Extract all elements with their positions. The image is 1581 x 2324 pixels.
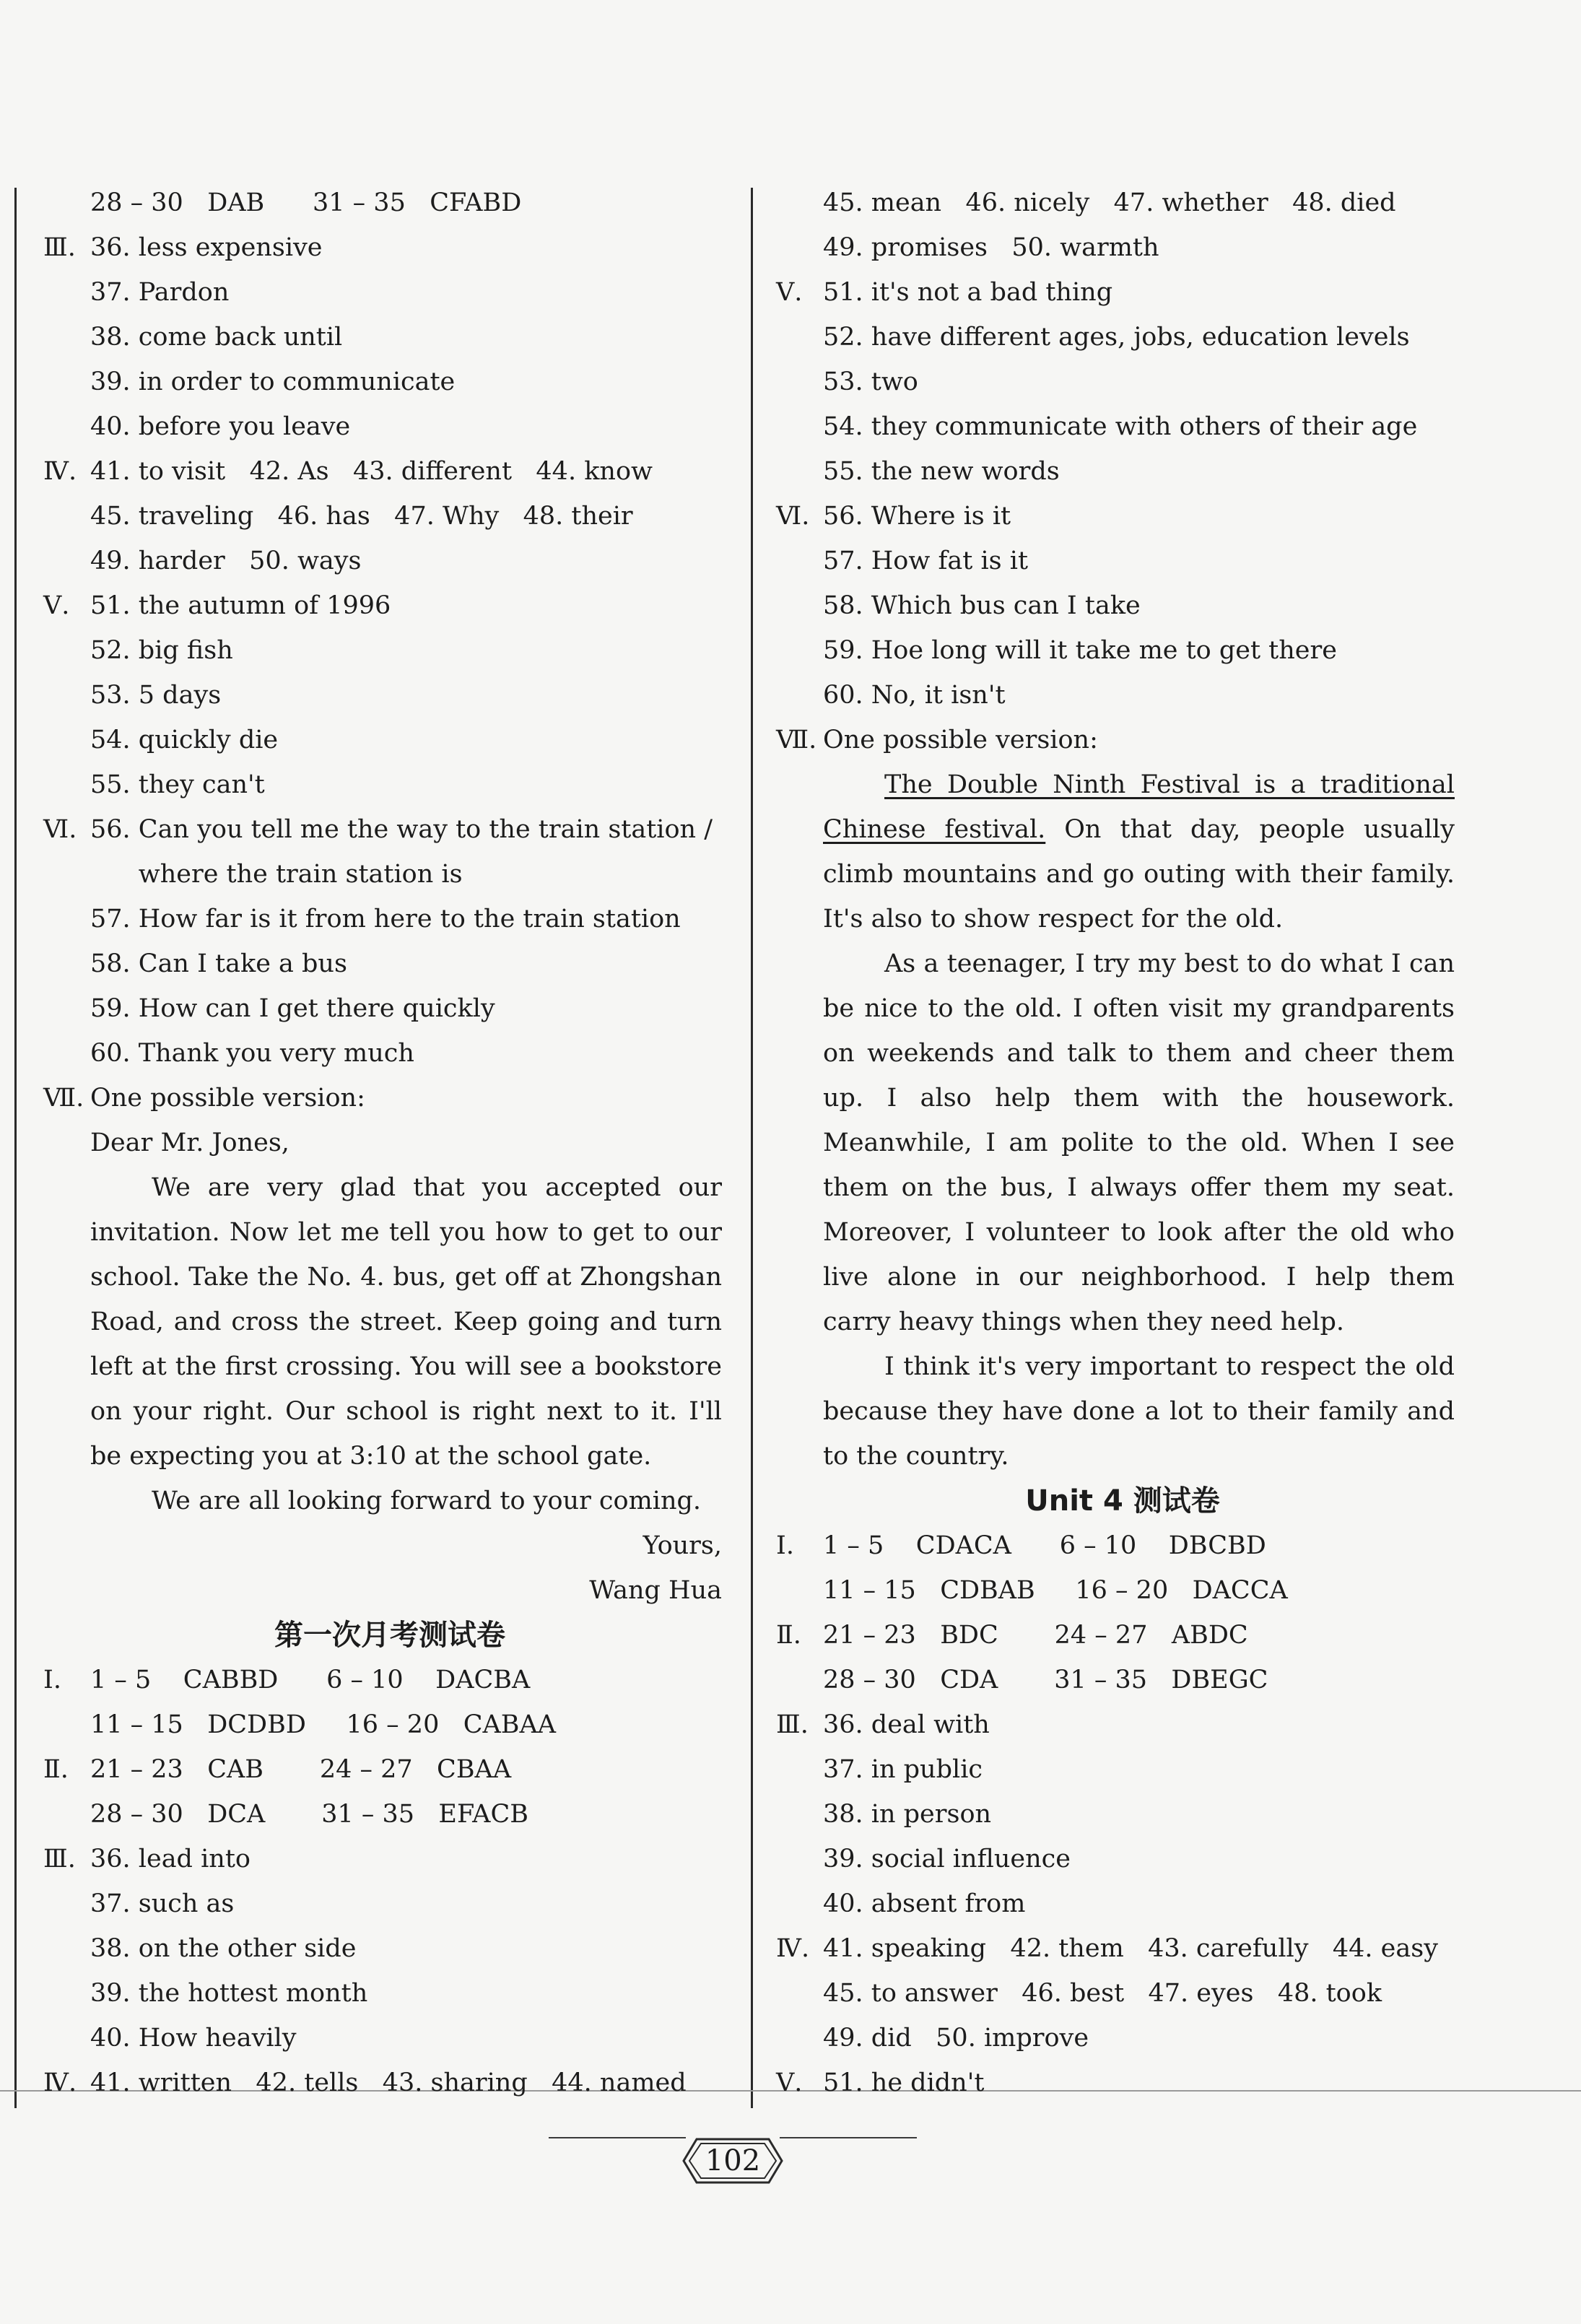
answer-line: Ⅲ. 36. deal with xyxy=(776,1710,990,1739)
section-title-monthly-test: 第一次月考测试卷 xyxy=(274,1619,505,1652)
answer-line: 37. Pardon xyxy=(90,278,230,307)
center-column-rule xyxy=(751,188,753,2108)
answer-line: Ⅲ. 36. less expensive xyxy=(43,233,323,262)
essay-paragraph-1-text: On that day, people usually climb mountains and go outing with their family. It's also to show respect for the old. xyxy=(823,815,1455,933)
section-title-unit4-test: Unit 4 测试卷 xyxy=(1025,1484,1220,1518)
answer-line: 45. traveling 46. has 47. Why 48. their xyxy=(90,502,633,531)
answer-line: 11 – 15 CDBAB 16 – 20 DACCA xyxy=(823,1576,1288,1605)
answer-line: 40. How heavily xyxy=(90,2024,297,2053)
answer-line: Ⅳ. 41. to visit 42. As 43. different 44. know xyxy=(43,457,653,486)
answer-line: 59. How can I get there quickly xyxy=(90,994,495,1023)
answer-line: 37. in public xyxy=(823,1755,983,1784)
left-column-rule xyxy=(14,188,17,2108)
answer-line: 45. to answer 46. best 47. eyes 48. took xyxy=(823,1979,1382,2008)
essay-paragraph-1 xyxy=(823,762,1455,941)
answer-line: 52. have different ages, jobs, education levels xyxy=(823,323,1410,352)
essay-paragraph-3: I think it's very important to respect the old because they have done a lot to their family and to the country. xyxy=(823,1352,1455,1471)
answer-line: Ⅱ. 21 – 23 BDC 24 – 27 ABDC xyxy=(776,1621,1248,1650)
answer-line: Ⅶ. One possible version: xyxy=(43,1084,365,1113)
answer-line: 57. How fat is it xyxy=(823,547,1029,575)
answer-line: where the train station is xyxy=(90,860,463,889)
answer-line: 45. mean 46. nicely 47. whether 48. died xyxy=(823,188,1396,217)
answer-line: 58. Can I take a bus xyxy=(90,949,347,978)
letter-signoff: Yours, xyxy=(643,1531,722,1560)
answer-line: Ⅵ. 56. Where is it xyxy=(776,502,1011,531)
right-column xyxy=(776,180,1469,2105)
answer-line: 11 – 15 DCDBD 16 – 20 CABAA xyxy=(90,1710,557,1739)
left-column xyxy=(43,180,736,2105)
answer-list-left-top xyxy=(43,180,736,1120)
answer-list-left-bottom xyxy=(43,1658,736,2105)
answer-line: Ⅴ. 51. he didn't xyxy=(776,2068,985,2097)
answer-line: 49. promises 50. warmth xyxy=(823,233,1159,262)
answer-line: 54. quickly die xyxy=(90,726,279,754)
answer-line: Ⅵ. 56. Can you tell me the way to the train station / xyxy=(43,815,713,844)
answer-line: Ⅳ. 41. written 42. tells 43. sharing 44. named xyxy=(43,2068,687,2097)
answer-line: 60. No, it isn't xyxy=(823,681,1006,710)
answer-line: Ⅰ. 1 – 5 CABBD 6 – 10 DACBA xyxy=(43,1666,531,1694)
answer-line: 28 – 30 DCA 31 – 35 EFACB xyxy=(90,1800,528,1829)
answer-line: 38. in person xyxy=(823,1800,992,1829)
answer-line: Ⅲ. 36. lead into xyxy=(43,1845,251,1873)
answer-line: 40. before you leave xyxy=(90,412,351,441)
answer-line: Ⅶ. One possible version: xyxy=(776,726,1098,754)
answer-line: Ⅴ. 51. it's not a bad thing xyxy=(776,278,1113,307)
answer-line: 53. 5 days xyxy=(90,681,222,710)
answer-line: 38. come back until xyxy=(90,323,343,352)
answer-line: 28 – 30 DAB 31 – 35 CFABD xyxy=(90,188,522,217)
answer-line: 60. Thank you very much xyxy=(90,1039,414,1068)
answer-line: 59. Hoe long will it take me to get there xyxy=(823,636,1337,665)
answer-line: 49. harder 50. ways xyxy=(90,547,362,575)
letter-closing-paragraph: We are all looking forward to your coming. xyxy=(152,1487,702,1515)
answer-line: 55. the new words xyxy=(823,457,1060,486)
answer-line: Ⅴ. 51. the autumn of 1996 xyxy=(43,591,391,620)
answer-line: 39. in order to communicate xyxy=(90,367,456,396)
answer-list-right-top xyxy=(776,180,1469,762)
answer-line: 28 – 30 CDA 31 – 35 DBEGC xyxy=(823,1666,1268,1694)
answer-line: 38. on the other side xyxy=(90,1934,357,1963)
page-number-left-rule xyxy=(549,2137,686,2138)
answer-list-right-bottom xyxy=(776,1523,1469,2105)
answer-line: 37. such as xyxy=(90,1889,235,1918)
answer-line: Ⅰ. 1 – 5 CDACA 6 – 10 DBCBD xyxy=(776,1531,1266,1560)
answer-line: 40. absent from xyxy=(823,1889,1026,1918)
answer-line: 49. did 50. improve xyxy=(823,2024,1089,2053)
letter-signature: Wang Hua xyxy=(589,1576,722,1605)
answer-line: 39. social influence xyxy=(823,1845,1071,1873)
letter-body-paragraph: We are very glad that you accepted our invitation. Now let me tell you how to get to our school. Take the No. 4. bus, get off at Zhongshan Road, and cross the street. Keep going and turn left at the first crossing. You will see a bookstore on your right. Our school is right next to it. I'll be expecting you at 3:10 at the school gate. xyxy=(90,1173,722,1471)
answer-line: 58. Which bus can I take xyxy=(823,591,1141,620)
essay-paragraph-2: As a teenager, I try my best to do what I can be nice to the old. I often visit my grandparents on weekends and talk to them and cheer them up. I also help them with the housework. Meanwhile, I am polite to the old. When I see them on the bus, I always offer them my seat. Moreover, I volunteer to look after the old who live alone in our neighborhood. I help them carry heavy things when they need help. xyxy=(823,949,1455,1336)
letter-greeting: Dear Mr. Jones, xyxy=(90,1128,289,1157)
page-number-right-rule xyxy=(780,2137,917,2138)
page-number xyxy=(682,2136,783,2186)
answer-line: 54. they communicate with others of their age xyxy=(823,412,1418,441)
answer-line: Ⅳ. 41. speaking 42. them 43. carefully 44. easy xyxy=(776,1934,1438,1963)
answer-line: 57. How far is it from here to the train station xyxy=(90,905,681,933)
page-number-text: 102 xyxy=(705,2144,761,2177)
answer-line: 39. the hottest month xyxy=(90,1979,368,2008)
essay-underlined-topic: The Double Ninth Festival is a traditional Chinese festival. xyxy=(823,770,1455,844)
answer-line: 52. big fish xyxy=(90,636,233,665)
answer-line: Ⅱ. 21 – 23 CAB 24 – 27 CBAA xyxy=(43,1755,512,1784)
answer-line: 53. two xyxy=(823,367,918,396)
answer-line: 55. they can't xyxy=(90,770,265,799)
